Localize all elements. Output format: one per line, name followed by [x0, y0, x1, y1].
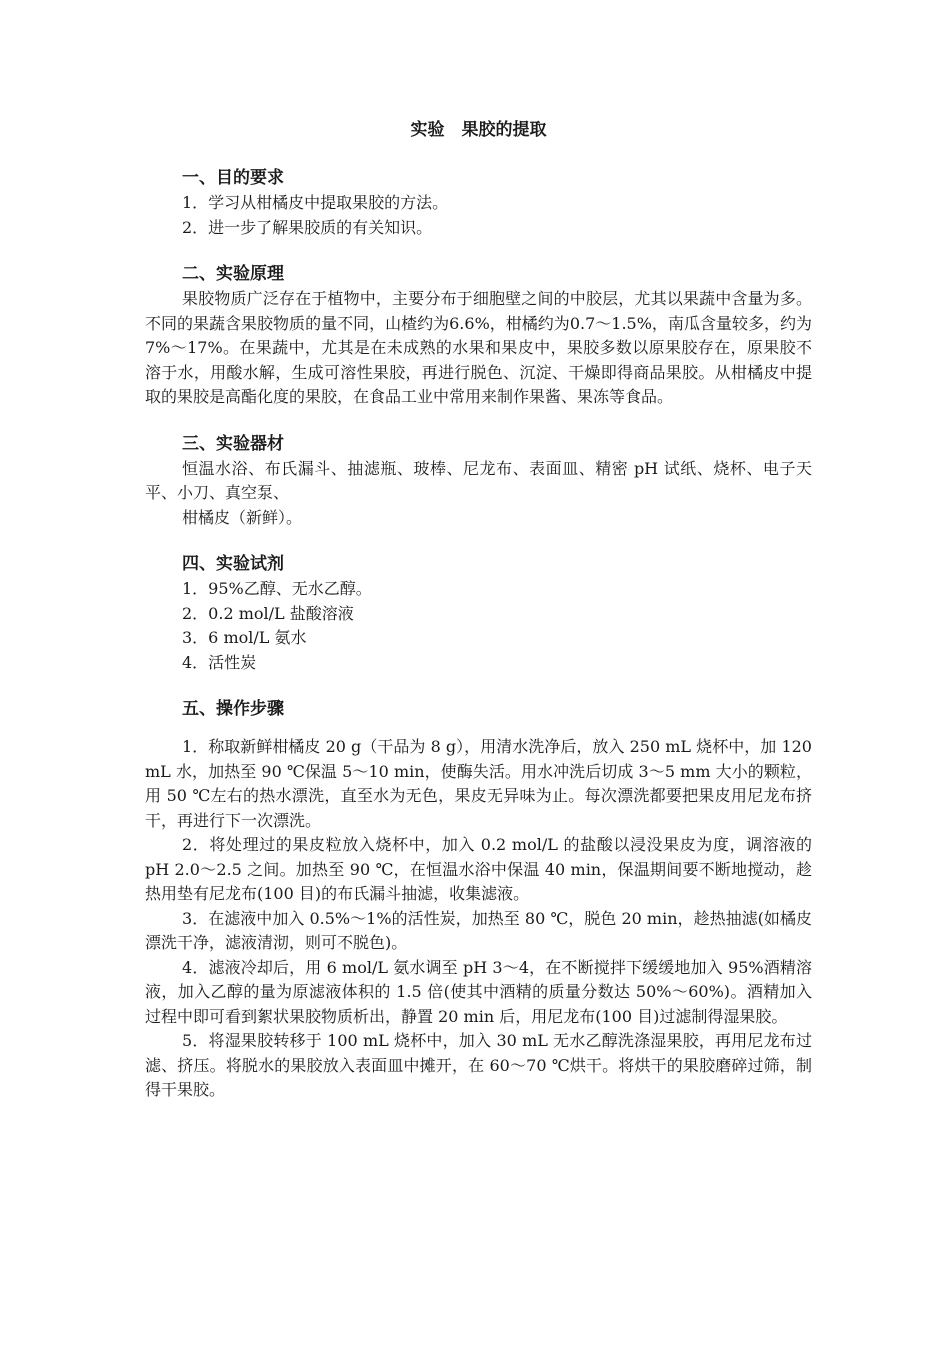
principle-paragraph: 果胶物质广泛存在于植物中，主要分布于细胞壁之间的中胶层，尤其以果蔬中含量为多。不同的果蔬含果胶物质的量不同，山楂约为6.6%，柑橘约为0.7～1.5%，南瓜含量较多，约为7%～17%。在果蔬中，尤其是在未成熟的水果和果皮中，果胶多数以原果胶存在，原果胶不溶于水，用酸水解，生成可溶性果胶，再进行脱色、沉淀、干燥即得商品果胶。从柑橘皮中提取的果胶是高酯化度的果胶，在食品工业中常用来制作果酱、果冻等食品。	[145, 289, 812, 406]
equipment-paragraph: 恒温水浴、布氏漏斗、抽滤瓶、玻棒、尼龙布、表面皿、精密 pH 试纸、烧杯、电子天平、小刀、真空泵、	[145, 458, 812, 502]
section-equipment	[145, 432, 812, 531]
page-title: 实验 果胶的提取	[410, 120, 547, 140]
reagent-item: 1．95%乙醇、无水乙醇。	[182, 579, 372, 598]
procedure-step: 1．称取新鲜柑橘皮 20 g（干品为 8 g），用清水洗净后，放入 250 mL 烧杯中，加 120 mL 水，加热至 90 ℃保温 5～10 min，使酶失活。用水冲洗后切成 3～5 mm 大小的颗粒，用 50 ℃左右的热水漂洗，直至水为无色，果皮无异味为止。每次漂洗都要把果皮用尼龙布挤干，再进行下一次漂洗。	[145, 737, 812, 830]
section-heading-equipment: 三、实验器材	[182, 433, 284, 454]
procedure-step: 5．将湿果胶转移于 100 mL 烧杯中，加入 30 mL 无水乙醇洗涤湿果胶，再用尼龙布过滤、挤压。将脱水的果胶放入表面皿中摊开，在 60～70 ℃烘干。将烘干的果胶磨碎过筛，制得干果胶。	[145, 1031, 812, 1099]
reagent-item: 2．0.2 mol/L 盐酸溶液	[182, 603, 354, 623]
purpose-item: 1．学习从柑橘皮中提取果胶的方法。	[182, 193, 449, 212]
equipment-material: 柑橘皮（新鲜）。	[182, 507, 303, 527]
section-reagents	[145, 552, 812, 675]
reagent-item: 4．活性炭	[182, 652, 257, 672]
section-purpose	[145, 166, 812, 240]
section-heading-principle: 二、实验原理	[182, 264, 284, 284]
procedure-step: 3．在滤液中加入 0.5%～1%的活性炭，加热至 80 ℃，脱色 20 min，趁热抽滤(如橘皮漂洗干净，滤液清沏，则可不脱色)。	[145, 908, 812, 952]
section-heading-procedure: 五、操作步骤	[182, 699, 284, 719]
procedure-steps	[145, 735, 812, 1103]
purpose-item: 2．进一步了解果胶质的有关知识。	[182, 217, 433, 237]
section-procedure	[145, 697, 812, 1103]
procedure-step: 4．滤液冷却后，用 6 mol/L 氨水调至 pH 3～4，在不断搅拌下缓缓地加入 95%酒精溶液，加入乙醇的量为原滤液体积的 1.5 倍(使其中酒精的质量分数达 50%～60%)。酒精加入过程中即可看到絮状果胶物质析出，静置 20 min 后，用尼龙布(100 目)过滤制得湿果胶。	[145, 957, 812, 1026]
section-heading-reagents: 四、实验试剂	[182, 554, 284, 574]
section-heading-purpose: 一、目的要求	[182, 168, 284, 188]
procedure-step: 2．将处理过的果皮粒放入烧杯中，加入 0.2 mol/L 的盐酸以浸没果皮为度，调溶液的 pH 2.0～2.5 之间。加热至 90 ℃，在恒温水浴中保温 40 min，保温期间要不断地搅动，趁热用垫有尼龙布(100 目)的布氏漏斗抽滤，收集滤液。	[145, 835, 812, 903]
reagent-item: 3．6 mol/L 氨水	[182, 628, 307, 647]
section-principle	[145, 262, 812, 410]
